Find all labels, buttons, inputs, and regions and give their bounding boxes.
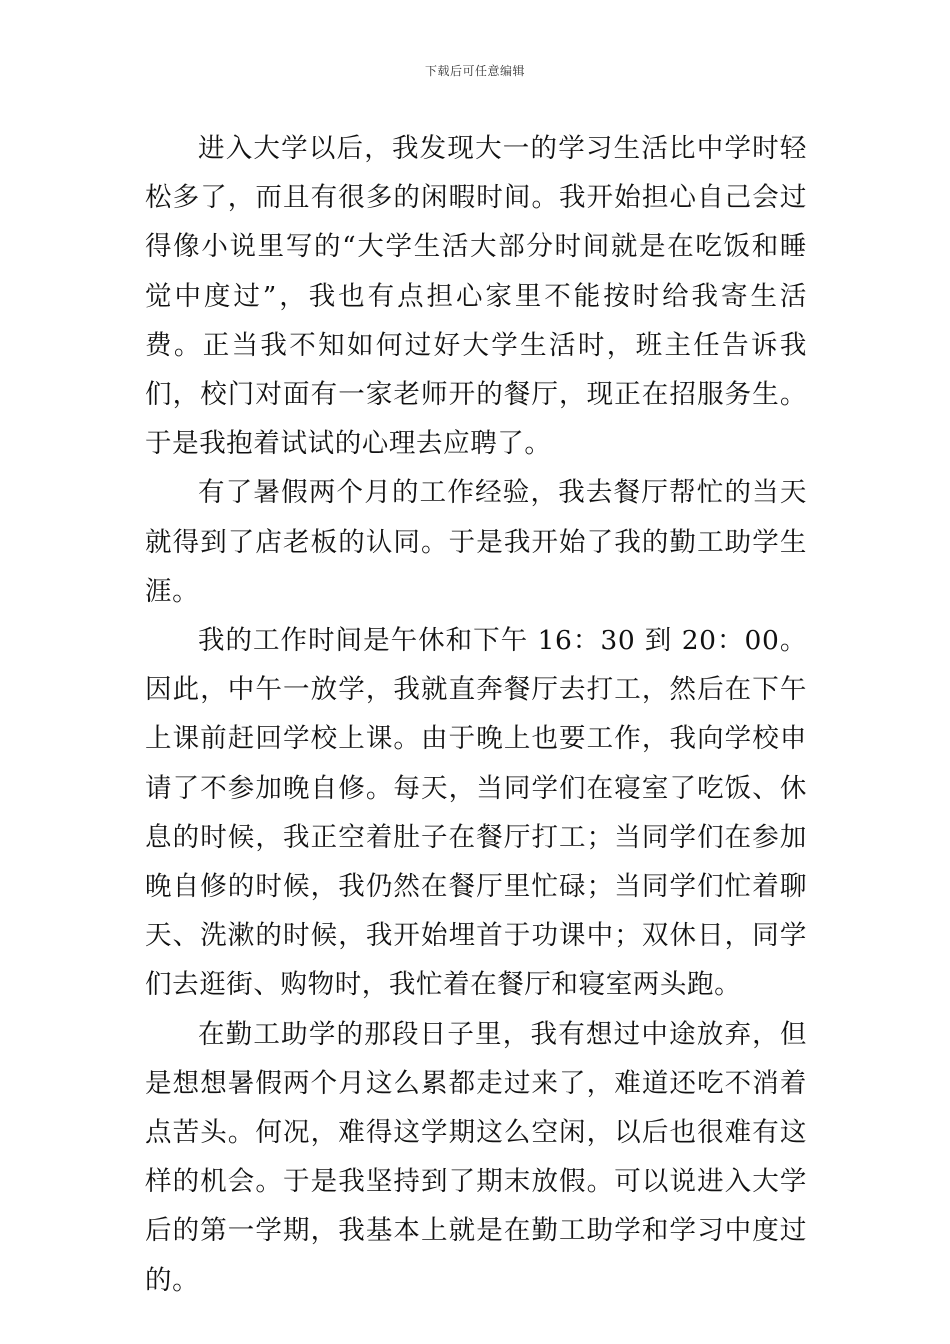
paragraph-3: 我的工作时间是午休和下午 16：30 到 20：00。因此，中午一放学，我就直奔餐厅去打工，然后在下午上课前赶回学校上课。由于晚上也要工作，我向学校申请了不参加晚自修。每天，当同学们在寝室了吃饭、休息的时候，我正空着肚子在餐厅打工；当同学们在参加晚自修的时候，我仍然在餐厅里忙碌；当同学们忙着聊天、洗漱的时候，我开始埋首于功课中；双休日，同学们去逛街、购物时，我忙着在餐厅和寝室两头跑。 — [145, 625, 807, 1001]
paragraph-4: 在勤工助学的那段日子里，我有想过中途放弃，但是想想暑假两个月这么累都走过来了，难道还吃不消着点苦头。何况，难得这学期这么空闲，以后也很难有这样的机会。于是我坚持到了期末放假。可以说进入大学后的第一学期，我基本上就是在勤工助学和学习中度过的。 — [145, 1018, 807, 1296]
header-note: 下载后可任意编辑 — [424, 64, 525, 78]
paragraph-2: 有了暑假两个月的工作经验，我去餐厅帮忙的当天就得到了店老板的认同。于是我开始了我的勤工助学生涯。 — [145, 477, 807, 607]
document-body — [145, 124, 807, 1305]
paragraph-1: 进入大学以后，我发现大一的学习生活比中学时轻松多了，而且有很多的闲暇时间。我开始担心自己会过得像小说里写的“大学生活大部分时间就是在吃饭和睡觉中度过”，我也有点担心家里不能按时给我寄生活费。正当我不知如何过好大学生活时，班主任告诉我们，校门对面有一家老师开的餐厅，现正在招服务生。于是我抱着试试的心理去应聘了。 — [145, 133, 807, 460]
